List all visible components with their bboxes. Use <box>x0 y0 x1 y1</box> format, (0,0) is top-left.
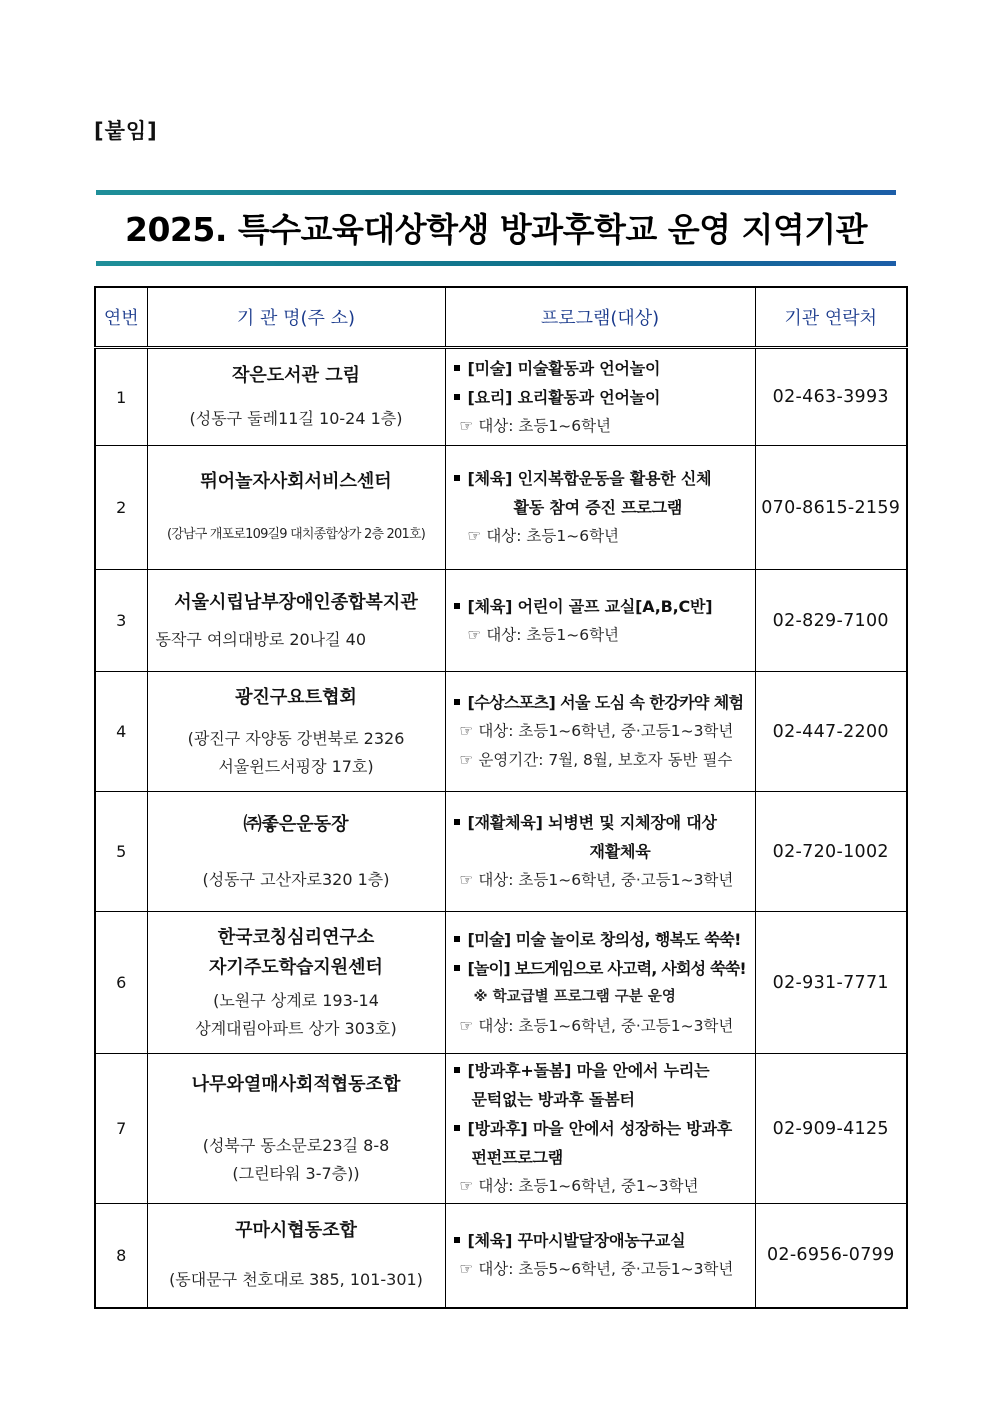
program-cell <box>445 348 755 446</box>
program-item: [방과후] 마을 안에서 성장하는 방과후 <box>454 1114 747 1143</box>
table-row <box>95 570 907 672</box>
target-text: ☞ 대상: 초등1~6학년, 중·고등1~3학년 <box>459 871 734 889</box>
row-number: 7 <box>95 1054 147 1204</box>
org-address: (강남구 개포로109길9 대치종합상가 2층 201호) <box>166 526 425 542</box>
institution-table <box>94 286 908 1309</box>
header-org: 기 관 명(주 소) <box>147 287 445 348</box>
org-name: 한국코칭심리연구소 <box>217 926 375 948</box>
target-text: ☞ 대상: 초등5~6학년, 중·고등1~3학년 <box>459 1260 734 1279</box>
contact-phone: 070-8615-2159 <box>755 446 907 570</box>
contact-phone: 02-829-7100 <box>755 570 907 672</box>
contact-phone: 02-909-4125 <box>755 1054 907 1204</box>
org-name: 꾸마시협동조합 <box>235 1220 357 1242</box>
org-cell <box>147 1054 445 1204</box>
org-cell <box>147 348 445 446</box>
row-number: 2 <box>95 446 147 570</box>
org-cell <box>147 912 445 1054</box>
attachment-label: [붙임] <box>94 119 158 143</box>
org-address: (광진구 자양동 강변북로 2326 <box>187 728 405 748</box>
program-cell <box>445 792 755 912</box>
program-cell <box>445 570 755 672</box>
program-item: [재활체육] 뇌병변 및 지체장애 대상 <box>454 808 747 837</box>
table-row <box>95 348 907 446</box>
row-number: 4 <box>95 672 147 792</box>
target-text: ☞ 대상: 초등1~6학년, 중·고등1~3학년 <box>459 1016 734 1035</box>
program-item: [수상스포츠] 서울 도심 속 한강카약 체험 <box>454 688 747 717</box>
org-name: 나무와열매사회적협동조합 <box>191 1073 401 1095</box>
program-cell <box>445 912 755 1054</box>
program-item: [요리] 요리활동과 언어놀이 <box>454 383 747 412</box>
table-row <box>95 912 907 1054</box>
org-name: 작은도서관 그림 <box>232 365 360 386</box>
program-item-cont: 활동 참여 증진 프로그램 <box>513 498 683 517</box>
row-number: 6 <box>95 912 147 1054</box>
title-bottom-rule <box>96 261 896 266</box>
contact-phone: 02-720-1002 <box>755 792 907 912</box>
program-item: [놀이] 보드게임으로 사고력, 사회성 쑥쑥! <box>454 954 747 983</box>
target-text: ☞ 대상: 초등1~6학년 <box>467 625 620 644</box>
title-top-rule <box>96 190 896 195</box>
org-name: 서울시립남부장애인종합복지관 <box>174 591 418 613</box>
org-address-line2: (그린타워 3-7층)) <box>232 1163 360 1183</box>
period-text: ☞ 운영기간: 7월, 8월, 보호자 동반 필수 <box>459 751 733 769</box>
header-contact: 기관 연락처 <box>755 287 907 348</box>
org-name: 뛰어놀자사회서비스센터 <box>200 470 392 492</box>
org-name-line2: 자기주도학습지원센터 <box>209 956 383 978</box>
program-item-cont: 재활체육 <box>589 842 651 861</box>
org-address: (성동구 둘레11길 10-24 1층) <box>189 409 403 428</box>
target-text: ☞ 대상: 초등1~6학년, 중·고등1~3학년 <box>459 722 734 740</box>
org-address: (노원구 상계로 193-14 <box>213 990 379 1010</box>
org-address: (성동구 고산자로320 1층) <box>202 869 390 889</box>
org-name: 광진구요트협회 <box>235 686 357 708</box>
program-cell <box>445 446 755 570</box>
table-row <box>95 446 907 570</box>
row-number: 3 <box>95 570 147 672</box>
org-address: (성북구 동소문로23길 8-8 <box>202 1135 390 1155</box>
program-item-cont: 문턱없는 방과후 돌봄터 <box>471 1090 635 1109</box>
org-name: ㈜좋은운동장 <box>243 813 349 835</box>
org-address-line2: 서울윈드서핑장 17호) <box>218 756 374 776</box>
table-row <box>95 1204 907 1308</box>
org-cell <box>147 570 445 672</box>
title-banner <box>96 190 896 266</box>
table-header-row <box>95 287 907 348</box>
target-text: ☞ 대상: 초등1~6학년, 중1~3학년 <box>459 1177 699 1195</box>
row-number: 1 <box>95 348 147 446</box>
program-cell <box>445 1204 755 1308</box>
table-row <box>95 672 907 792</box>
org-address-line2: 상계대림아파트 상가 303호) <box>195 1018 397 1038</box>
target-text: ☞ 대상: 초등1~6학년 <box>467 527 620 545</box>
contact-phone: 02-463-3993 <box>755 348 907 446</box>
org-cell <box>147 792 445 912</box>
program-item: [체육] 어린이 골프 교실[A,B,C반] <box>454 592 747 621</box>
contact-phone: 02-447-2200 <box>755 672 907 792</box>
row-number: 8 <box>95 1204 147 1308</box>
org-cell <box>147 446 445 570</box>
program-item-cont: 펀펀프로그램 <box>471 1148 564 1167</box>
table-row <box>95 792 907 912</box>
header-no: 연번 <box>95 287 147 348</box>
org-cell <box>147 1204 445 1308</box>
table-row <box>95 1054 907 1204</box>
org-address: 동작구 여의대방로 20나길 40 <box>155 629 367 649</box>
page-title: 2025. 특수교육대상학생 방과후학교 운영 지역기관 <box>124 210 868 249</box>
program-item: [체육] 꾸마시발달장애농구교실 <box>454 1226 747 1255</box>
program-cell <box>445 1054 755 1204</box>
org-cell <box>147 672 445 792</box>
program-item: [체육] 인지복합운동을 활용한 신체 <box>454 464 747 493</box>
note-text: ※ 학교급별 프로그램 구분 운영 <box>473 988 676 1005</box>
program-cell <box>445 672 755 792</box>
program-item: [미술] 미술활동과 언어놀이 <box>454 354 747 383</box>
contact-phone: 02-931-7771 <box>755 912 907 1054</box>
row-number: 5 <box>95 792 147 912</box>
header-program: 프로그램(대상) <box>445 287 755 348</box>
program-item: [미술] 미술 놀이로 창의성, 행복도 쑥쑥! <box>454 925 747 954</box>
target-text: ☞ 대상: 초등1~6학년 <box>459 416 612 435</box>
org-address: (동대문구 천호대로 385, 101-301) <box>169 1270 423 1290</box>
program-item: [방과후+돌봄] 마을 안에서 누리는 <box>454 1056 747 1085</box>
contact-phone: 02-6956-0799 <box>755 1204 907 1308</box>
